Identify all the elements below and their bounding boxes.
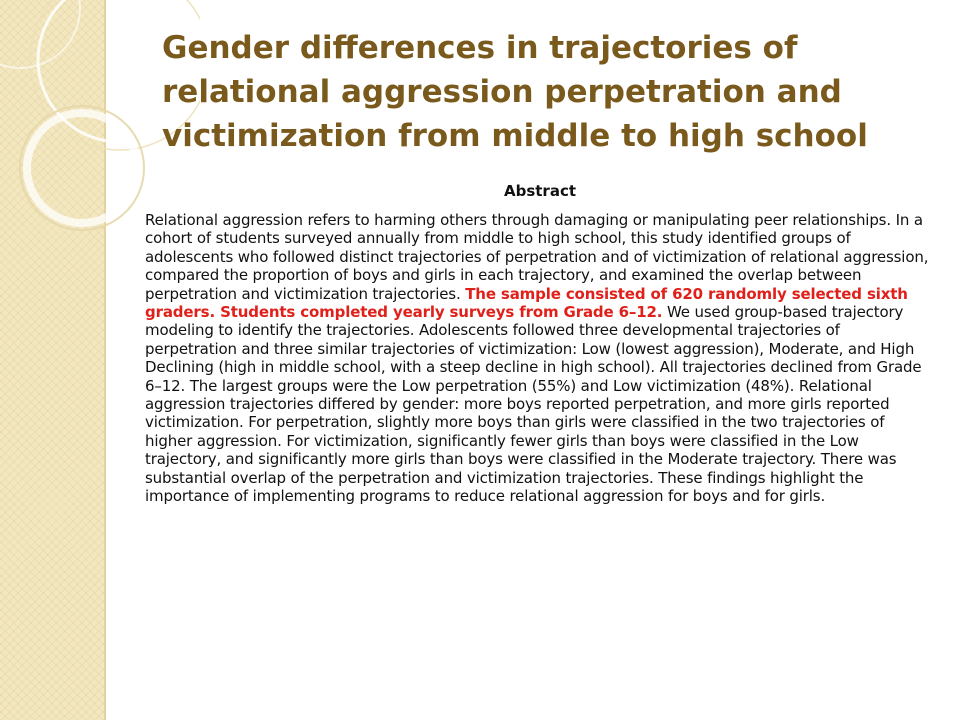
decorative-circle-small-outline — [20, 106, 144, 230]
abstract-highlight: The sample consisted of 620 randomly selected sixth graders. Students completed yearly surveys from Grade 6–12. — [145, 284, 908, 322]
abstract-body — [145, 211, 935, 506]
abstract-heading: Abstract — [503, 182, 577, 200]
abstract-text-part1: Relational aggression refers to harming others through damaging or manipulating peer relationships. In a cohort of students surveyed annually from middle to high school, this study identified groups of adolescents who followed distinct trajectories of perpetration and of victimization of relational aggression, compared the proportion of boys and girls in each trajectory, and examined the overlap between perpetration and victimization trajectories. — [145, 211, 929, 303]
decorative-circle-corner — [0, 0, 80, 68]
decorative-circle-small — [27, 113, 137, 223]
slide-title: Gender differences in trajectories of relational aggression perpetration and victimization from middle to high school — [162, 30, 868, 154]
abstract-text-part2: We used group-based trajectory modeling to identify the trajectories. Adolescents followed three developmental trajectories of perpetration and three similar trajectories of victimization: Low (lowest aggression), Moderate, and High Declining (high in middle school, with a steep decline in high school). All trajectories declined from Grade 6–12. The largest groups were the Low perpetration (55%) and Low victimization (48%). Relational aggression trajectories differed by gender: more boys reported perpetration, and more girls reported victimization. For perpetration, slightly more boys than girls were classified in the two trajectories of higher aggression. For victimization, significantly fewer girls than boys were classified in the Low trajectory, and significantly more girls than boys were classified in the Moderate trajectory. There was substantial overlap of the perpetration and victimization trajectories. These findings highlight the importance of implementing programs to reduce relational aggression for boys and for girls. — [145, 303, 922, 506]
